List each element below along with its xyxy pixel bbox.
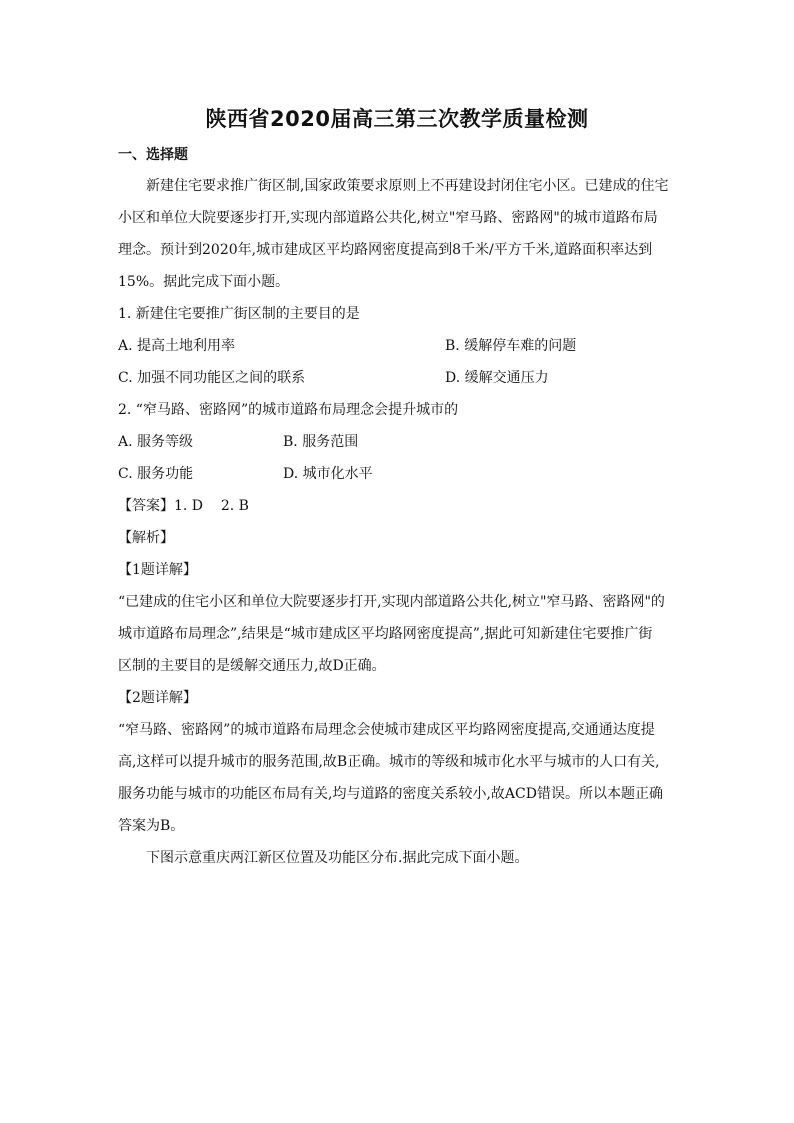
question-1-option-a: A. 提高土地利用率 [118, 338, 236, 354]
question-2-option-a: A. 服务等级 [118, 434, 194, 450]
passage1-line-3: 理念。预计到2020年,城市建成区平均路网密度提高到8千米/平方千米,道路面积率达到 [118, 242, 653, 258]
passage2-line: 下图示意重庆两江新区位置及功能区分布.据此完成下面小题。 [146, 850, 529, 866]
detail-2-heading: 【2题详解】 [118, 690, 197, 706]
detail-1-line-1: “已建成的住宅小区和单位大院要逐步打开,实现内部道路公共化,树立"窄马路、密路网"的 [118, 594, 665, 610]
detail-2-line-1: “窄马路、密路网”的城市道路布局理念会使城市建成区平均路网密度提高,交通通达度提 [118, 722, 655, 738]
passage1-line-1: 新建住宅要求推广街区制,国家政策要求原则上不再建设封闭住宅小区。已建成的住宅 [146, 178, 669, 194]
question-1-option-b: B. 缓解停车难的问题 [445, 338, 577, 354]
section-heading: 一、选择题 [118, 147, 188, 163]
page-title: 陕西省2020届高三第三次教学质量检测 [205, 107, 589, 131]
detail-1-line-3: 区制的主要目的是缓解交通压力,故D正确。 [118, 658, 386, 674]
question-1-stem: 1. 新建住宅要推广街区制的主要目的是 [118, 306, 360, 322]
answer-line: 【答案】1. D 2. B [118, 498, 249, 514]
detail-2-line-3: 服务功能与城市的功能区布局有关,均与道路的密度关系较小,故ACD错误。所以本题正确 [118, 786, 663, 802]
detail-2-line-4: 答案为B。 [118, 818, 185, 834]
question-1-option-d: D. 缓解交通压力 [445, 370, 549, 386]
question-2-option-b: B. 服务范围 [283, 434, 359, 450]
passage1-line-4: 15%。据此完成下面小题。 [118, 274, 290, 290]
question-1-option-c: C. 加强不同功能区之间的联系 [118, 370, 306, 386]
question-2-stem: 2. “窄马路、密路网”的城市道路布局理念会提升城市的 [118, 402, 459, 418]
question-2-option-d: D. 城市化水平 [283, 466, 373, 482]
detail-1-line-2: 城市道路布局理念”,结果是“城市建成区平均路网密度提高”,据此可知新建住宅要推广街 [118, 626, 653, 642]
question-2-option-c: C. 服务功能 [118, 466, 194, 482]
passage1-line-2: 小区和单位大院要逐步打开,实现内部道路公共化,树立"窄马路、密路网"的城市道路布局 [118, 210, 658, 226]
analysis-heading: 【解析】 [118, 530, 174, 546]
detail-2-line-2: 高,这样可以提升城市的服务范围,故B正确。城市的等级和城市化水平与城市的人口有关, [118, 754, 660, 770]
detail-1-heading: 【1题详解】 [118, 562, 197, 578]
